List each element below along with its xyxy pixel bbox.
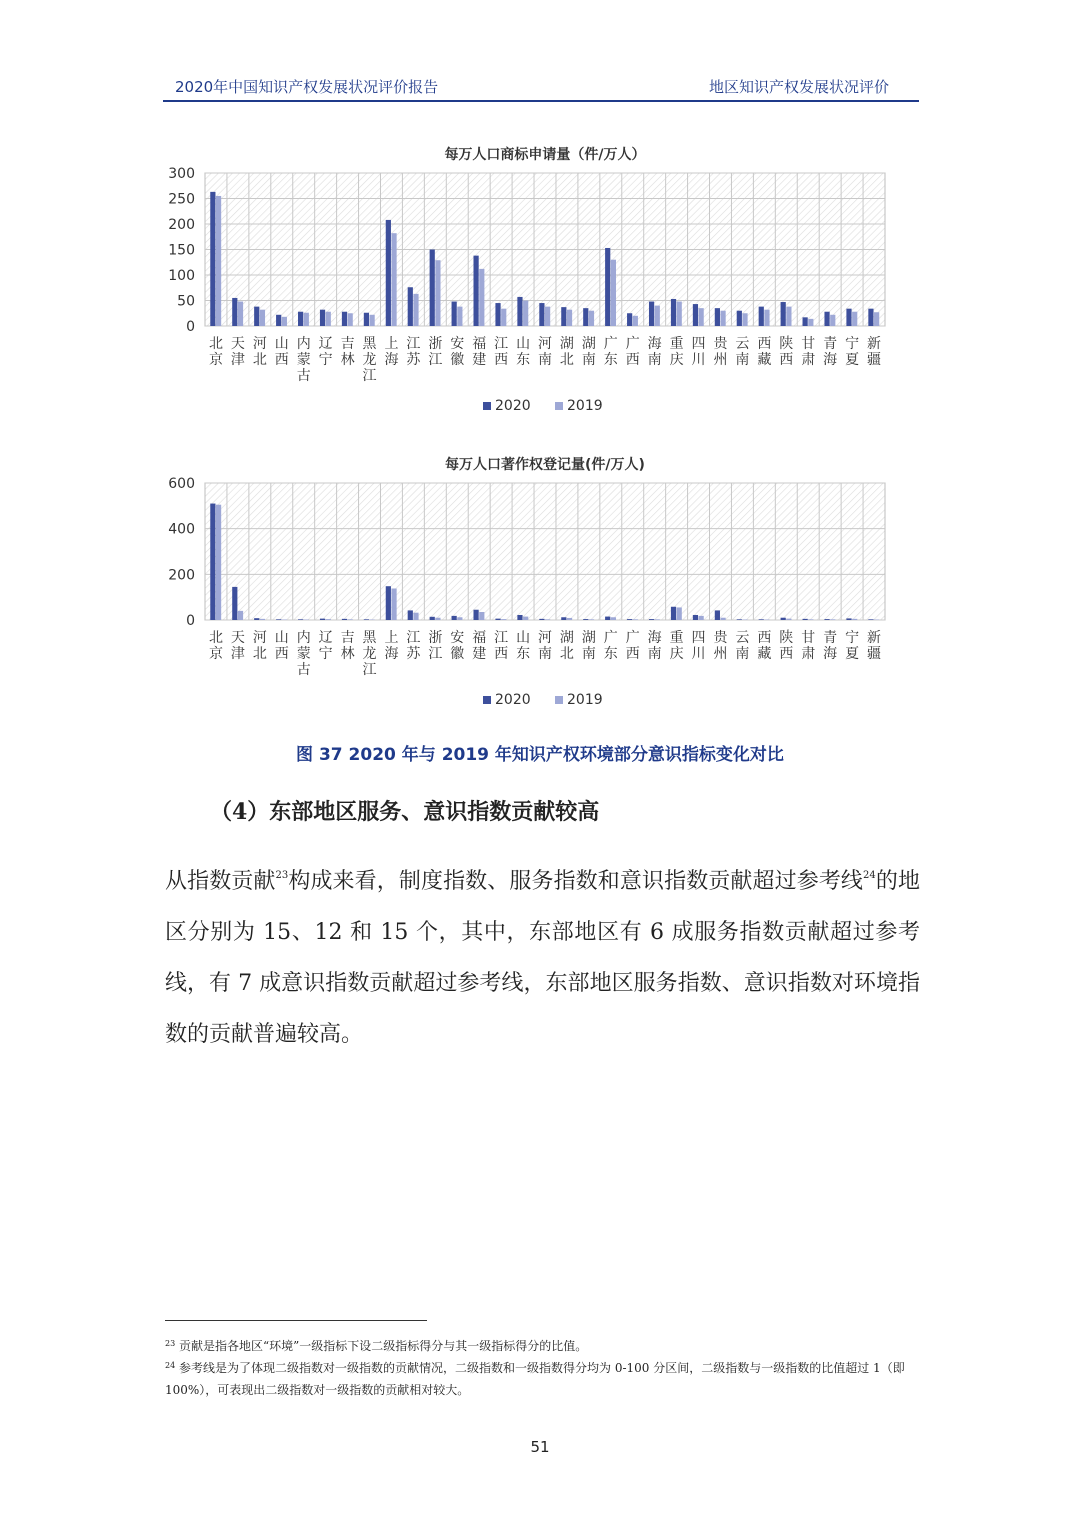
x-tick-label: 贵州 — [713, 630, 728, 662]
x-tick-label: 甘肃 — [801, 630, 816, 662]
x-tick-label: 安徽 — [450, 336, 465, 368]
x-tick-label: 江苏 — [406, 630, 421, 662]
x-tick-label: 贵州 — [713, 336, 728, 368]
bar-2019 — [720, 618, 725, 620]
bar-2019 — [655, 306, 660, 326]
x-tick-label: 河南 — [538, 336, 552, 368]
x-tick-label: 西藏 — [757, 630, 772, 662]
y-tick-label: 150 — [168, 242, 195, 259]
bar-2019 — [435, 618, 440, 620]
bar-2019 — [633, 316, 638, 326]
x-tick-label: 河南 — [538, 630, 552, 662]
bar-2020 — [276, 315, 281, 326]
y-tick-label: 400 — [168, 521, 195, 538]
x-tick-label: 四川 — [691, 336, 706, 368]
bar-2020 — [824, 312, 829, 326]
footnote-23-text: 贡献是指各地区“环境”一级指标下设二级指标得分与其一级指标得分的比值。 — [179, 1339, 588, 1353]
x-tick-label: 甘肃 — [801, 336, 816, 368]
bar-2019 — [852, 619, 857, 620]
legend-label-2020: 2020 — [495, 398, 531, 414]
x-tick-label: 江西 — [494, 630, 509, 662]
plot-area — [205, 483, 885, 620]
bar-2020 — [561, 617, 566, 620]
bar-2019 — [260, 310, 265, 326]
x-tick-label: 云南 — [735, 630, 750, 662]
bar-2020 — [473, 256, 478, 326]
bar-2019 — [567, 618, 572, 620]
bar-2020 — [781, 618, 786, 620]
bar-2019 — [457, 307, 462, 326]
bar-2019 — [830, 315, 835, 326]
x-tick-label: 新疆 — [867, 630, 882, 662]
header-divider — [163, 100, 919, 102]
bar-2020 — [671, 607, 676, 620]
bar-2020 — [342, 619, 347, 620]
bar-2019 — [655, 619, 660, 620]
bar-2019 — [370, 315, 375, 326]
x-tick-label: 重庆 — [669, 336, 684, 368]
bar-2019 — [501, 309, 506, 326]
x-tick-label: 福建 — [472, 630, 487, 662]
bar-2019 — [479, 269, 484, 326]
bar-2020 — [473, 610, 478, 620]
bar-2020 — [649, 302, 654, 326]
x-tick-label: 广东 — [603, 336, 618, 368]
footnote-ref-23[interactable]: 23 — [275, 870, 289, 881]
bar-2019 — [545, 619, 550, 620]
trademark-chart — [150, 135, 930, 425]
x-tick-label: 浙江 — [428, 336, 443, 368]
bar-2020 — [561, 307, 566, 326]
y-tick-label: 0 — [186, 613, 195, 629]
x-tick-label: 山西 — [274, 630, 289, 662]
bar-2020 — [408, 287, 413, 326]
x-tick-label: 广东 — [603, 630, 618, 662]
header-report-title: 2020年中国知识产权发展状况评价报告 — [175, 78, 439, 96]
bar-2019 — [852, 312, 857, 326]
bar-2020 — [408, 610, 413, 620]
bar-2019 — [523, 617, 528, 620]
y-tick-label: 50 — [177, 293, 195, 310]
bar-2020 — [254, 307, 259, 326]
footnote-23-number: 23 — [165, 1339, 176, 1348]
bar-2020 — [671, 299, 676, 326]
footnote-divider — [165, 1320, 427, 1321]
bar-2020 — [715, 610, 720, 620]
bar-2019 — [545, 307, 550, 326]
x-tick-label: 福建 — [472, 336, 487, 368]
para-text-1: 从指数贡献 — [165, 869, 276, 894]
bar-2020 — [276, 619, 281, 620]
bar-2019 — [348, 313, 353, 326]
bar-2019 — [589, 619, 594, 620]
bar-2020 — [846, 618, 851, 620]
legend-swatch-2020 — [483, 402, 491, 410]
x-tick-label: 宁夏 — [845, 630, 860, 662]
bar-2019 — [677, 302, 682, 326]
figure-caption: 图 37 2020 年与 2019 年知识产权环境部分意识指标变化对比 — [296, 745, 784, 765]
bar-2019 — [238, 302, 243, 326]
x-tick-label: 新疆 — [867, 336, 882, 368]
bar-2020 — [803, 317, 808, 326]
x-tick-label: 浙江 — [428, 630, 443, 662]
bar-2020 — [781, 302, 786, 326]
bar-2020 — [868, 619, 873, 620]
page-number: 51 — [530, 1438, 550, 1456]
x-tick-label: 山东 — [516, 336, 531, 368]
bar-2020 — [539, 303, 544, 326]
para-text-3: 的地区分别为 15、12 和 15 个，其中，东部地区有 6 成服务指数贡献超过参考线，有 7 成意识指数贡献超过参考线，东部地区服务指数、意识指数对环境指数的贡献普遍较高。 — [165, 869, 920, 1047]
bar-2019 — [874, 312, 879, 326]
y-tick-label: 200 — [168, 217, 195, 233]
chart-title: 每万人口著作权登记量(件/万人) — [445, 457, 645, 473]
x-tick-label: 北京 — [208, 336, 223, 368]
bar-2020 — [627, 313, 632, 326]
x-tick-label: 江苏 — [406, 336, 421, 368]
x-tick-label: 黑龙江 — [362, 336, 377, 384]
bar-2019 — [457, 617, 462, 620]
x-tick-label: 上海 — [384, 336, 399, 368]
legend-label-2020: 2020 — [495, 692, 531, 705]
bar-2020 — [868, 309, 873, 326]
bar-2019 — [699, 308, 704, 326]
bar-2020 — [693, 615, 698, 620]
bar-2020 — [430, 250, 435, 327]
copyright-chart — [150, 445, 930, 705]
x-tick-label: 云南 — [735, 336, 750, 368]
y-tick-label: 200 — [168, 567, 195, 584]
bar-2019 — [216, 505, 221, 620]
x-tick-label: 辽宁 — [318, 336, 333, 368]
x-tick-label: 青海 — [823, 630, 838, 662]
bar-2020 — [386, 220, 391, 326]
chart-title: 每万人口商标申请量（件/万人） — [444, 147, 646, 163]
y-tick-label: 250 — [168, 191, 195, 208]
x-tick-label: 湖南 — [581, 630, 596, 662]
bar-2020 — [737, 619, 742, 620]
bar-2020 — [320, 310, 325, 326]
bar-2020 — [364, 313, 369, 326]
x-tick-label: 吉林 — [340, 336, 355, 368]
x-tick-label: 宁夏 — [845, 336, 860, 368]
x-tick-label: 广西 — [625, 630, 640, 662]
bar-2020 — [846, 309, 851, 326]
bar-2019 — [633, 619, 638, 620]
y-tick-label: 100 — [168, 268, 195, 284]
bar-2020 — [693, 304, 698, 326]
bar-2019 — [786, 307, 791, 326]
bar-2020 — [495, 619, 500, 620]
bar-2019 — [567, 310, 572, 326]
bar-2020 — [232, 298, 237, 326]
legend-label-2019: 2019 — [567, 692, 603, 705]
x-tick-label: 陕西 — [779, 630, 794, 662]
y-tick-label: 0 — [186, 319, 195, 335]
bar-2020 — [824, 619, 829, 620]
bar-2019 — [808, 319, 813, 326]
bar-2019 — [326, 619, 331, 620]
bar-2019 — [764, 310, 769, 326]
x-tick-label: 海南 — [647, 336, 662, 368]
bar-2020 — [737, 311, 742, 326]
bar-2020 — [320, 619, 325, 620]
bar-2020 — [649, 619, 654, 620]
x-tick-label: 广西 — [625, 336, 640, 368]
footnote-23 — [165, 1333, 920, 1357]
bar-2019 — [479, 612, 484, 620]
bar-2020 — [583, 619, 588, 620]
bar-2020 — [715, 308, 720, 326]
x-tick-label: 山西 — [274, 336, 289, 368]
bar-2020 — [627, 619, 632, 620]
bar-2020 — [517, 297, 522, 326]
x-tick-label: 西藏 — [757, 336, 772, 368]
bar-2019 — [501, 619, 506, 620]
bar-2020 — [232, 587, 237, 620]
bar-2020 — [386, 586, 391, 620]
bar-2019 — [391, 588, 396, 620]
bar-2020 — [298, 312, 303, 326]
bar-2020 — [342, 312, 347, 326]
bar-2020 — [364, 619, 369, 620]
x-tick-label: 山东 — [516, 630, 531, 662]
legend-label-2019: 2019 — [567, 398, 603, 414]
bar-2019 — [742, 313, 747, 326]
bar-2019 — [304, 313, 309, 326]
body-paragraph — [165, 850, 920, 1060]
bar-2019 — [260, 619, 265, 620]
bar-2020 — [539, 619, 544, 620]
x-tick-label: 黑龙江 — [362, 630, 377, 678]
bar-2019 — [589, 311, 594, 326]
bar-2019 — [326, 312, 331, 326]
bar-2019 — [435, 260, 440, 326]
x-tick-label: 安徽 — [450, 630, 465, 662]
bar-2020 — [759, 307, 764, 326]
x-tick-label: 内蒙古 — [296, 336, 311, 384]
x-tick-label: 四川 — [691, 630, 706, 662]
bar-2019 — [523, 301, 528, 327]
bar-2020 — [452, 616, 457, 620]
footnote-24-text: 参考线是为了体现二级指数对一级指数的贡献情况，二级指数和一级指数得分均为 0-100 分区间，二级指数与一级指数的比值超过 1（即 100%），可表现出二级指数对一级指数的贡献相对较大。 — [165, 1361, 905, 1397]
x-tick-label: 江西 — [494, 336, 509, 368]
bar-2019 — [786, 619, 791, 620]
x-tick-label: 吉林 — [340, 630, 355, 662]
bar-2020 — [495, 303, 500, 326]
bar-2020 — [210, 192, 215, 326]
bar-2020 — [298, 619, 303, 620]
x-tick-label: 天津 — [230, 336, 245, 368]
bar-2019 — [348, 619, 353, 620]
x-tick-label: 内蒙古 — [296, 630, 311, 678]
bar-2019 — [282, 317, 287, 326]
bar-2020 — [254, 618, 259, 620]
footnote-24 — [165, 1355, 920, 1401]
x-tick-label: 陕西 — [779, 336, 794, 368]
bar-2020 — [605, 617, 610, 620]
bar-2019 — [238, 611, 243, 620]
x-tick-label: 河北 — [252, 336, 267, 368]
bar-2019 — [830, 619, 835, 620]
bar-2019 — [611, 260, 616, 326]
x-tick-label: 河北 — [252, 630, 267, 662]
bar-2020 — [452, 302, 457, 326]
bar-2020 — [517, 615, 522, 620]
x-tick-label: 湖南 — [581, 336, 596, 368]
x-tick-label: 湖北 — [559, 336, 574, 368]
footnote-ref-24[interactable]: 24 — [863, 870, 876, 881]
y-tick-label: 600 — [168, 476, 195, 492]
bar-2019 — [720, 311, 725, 326]
legend-swatch-2019 — [555, 696, 563, 704]
x-tick-label: 重庆 — [669, 630, 684, 662]
para-text-2: 构成来看，制度指数、服务指数和意识指数贡献超过参考线 — [288, 869, 864, 894]
bar-2019 — [413, 294, 418, 326]
bar-2019 — [611, 617, 616, 620]
bar-2020 — [583, 308, 588, 326]
footnote-24-number: 24 — [165, 1361, 176, 1370]
bar-2019 — [808, 619, 813, 620]
x-tick-label: 天津 — [230, 630, 245, 662]
x-tick-label: 上海 — [384, 630, 399, 662]
y-tick-label: 300 — [168, 166, 195, 182]
x-tick-label: 湖北 — [559, 630, 574, 662]
bar-2019 — [677, 607, 682, 620]
x-tick-label: 海南 — [647, 630, 662, 662]
bar-2019 — [699, 616, 704, 620]
bar-2020 — [803, 619, 808, 620]
bar-2019 — [391, 233, 396, 326]
legend-swatch-2020 — [483, 696, 491, 704]
bar-2020 — [605, 248, 610, 326]
bar-2020 — [759, 619, 764, 620]
section-title: （4）东部地区服务、意识指数贡献较高 — [210, 799, 600, 825]
x-tick-label: 青海 — [823, 336, 838, 368]
bar-2019 — [216, 196, 221, 326]
legend-swatch-2019 — [555, 402, 563, 410]
x-tick-label: 辽宁 — [318, 630, 333, 662]
bar-2020 — [210, 504, 215, 620]
header-section-title: 地区知识产权发展状况评价 — [709, 78, 890, 96]
bar-2020 — [430, 617, 435, 620]
bar-2019 — [413, 613, 418, 620]
x-tick-label: 北京 — [208, 630, 223, 662]
